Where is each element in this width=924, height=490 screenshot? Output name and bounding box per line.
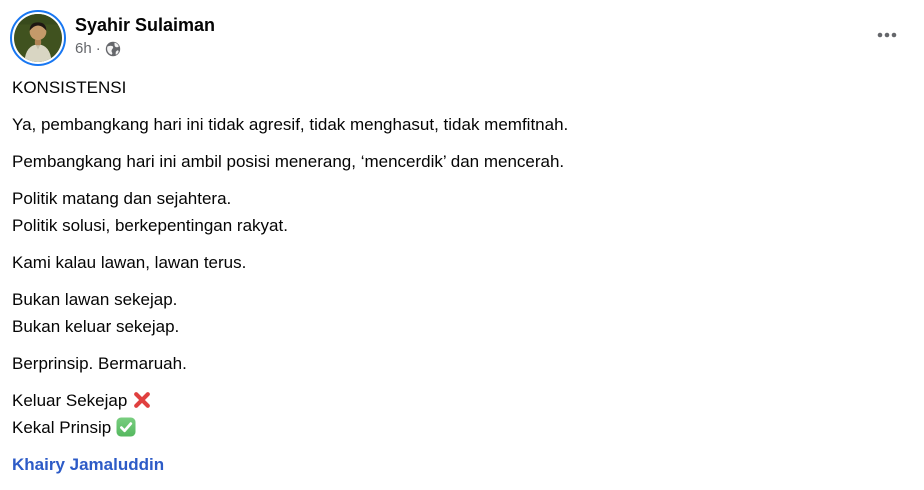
paragraph: [12, 111, 908, 138]
post-text: [0, 66, 924, 478]
verdict-paragraph: [12, 387, 908, 441]
more-options-button[interactable]: [869, 17, 905, 53]
text-line: Politik solusi, berkepentingan rakyat.: [12, 216, 288, 235]
mention-paragraph: [12, 451, 908, 478]
paragraph: [12, 249, 908, 276]
avatar[interactable]: [10, 10, 66, 66]
avatar-photo: [14, 14, 62, 62]
cross-mark-icon: [132, 390, 152, 410]
text-line: Politik matang dan sejahtera.: [12, 189, 232, 208]
text-line: Bukan keluar sekejap.: [12, 317, 180, 336]
paragraph: [12, 350, 908, 377]
paragraph: [12, 74, 908, 101]
paragraph: [12, 148, 908, 175]
timestamp[interactable]: 6h: [75, 40, 92, 57]
text-line: Berprinsip. Bermaruah.: [12, 354, 187, 373]
globe-public-icon: [105, 41, 121, 57]
post-header: [0, 0, 924, 66]
text-line: KONSISTENSI: [12, 78, 127, 97]
meta-separator: ·: [95, 40, 101, 57]
text-line: Keluar Sekejap: [12, 391, 128, 410]
paragraph: [12, 286, 908, 340]
text-line: Kami kalau lawan, lawan terus.: [12, 253, 247, 272]
text-line: Pembangkang hari ini ambil posisi menerang, ‘mencerdik’ dan mencerah.: [12, 152, 565, 171]
ellipsis-icon: [876, 24, 898, 46]
paragraph: [12, 185, 908, 239]
post-meta: [75, 39, 215, 59]
text-line: Ya, pembangkang hari ini tidak agresif, tidak menghasut, tidak memfitnah.: [12, 115, 569, 134]
mention-link[interactable]: Khairy Jamaluddin: [12, 455, 165, 474]
text-line: Kekal Prinsip: [12, 418, 112, 437]
check-mark-icon: [116, 417, 136, 437]
header-info: [75, 10, 215, 59]
author-name[interactable]: Syahir Sulaiman: [75, 15, 216, 35]
text-line: Bukan lawan sekejap.: [12, 290, 178, 309]
